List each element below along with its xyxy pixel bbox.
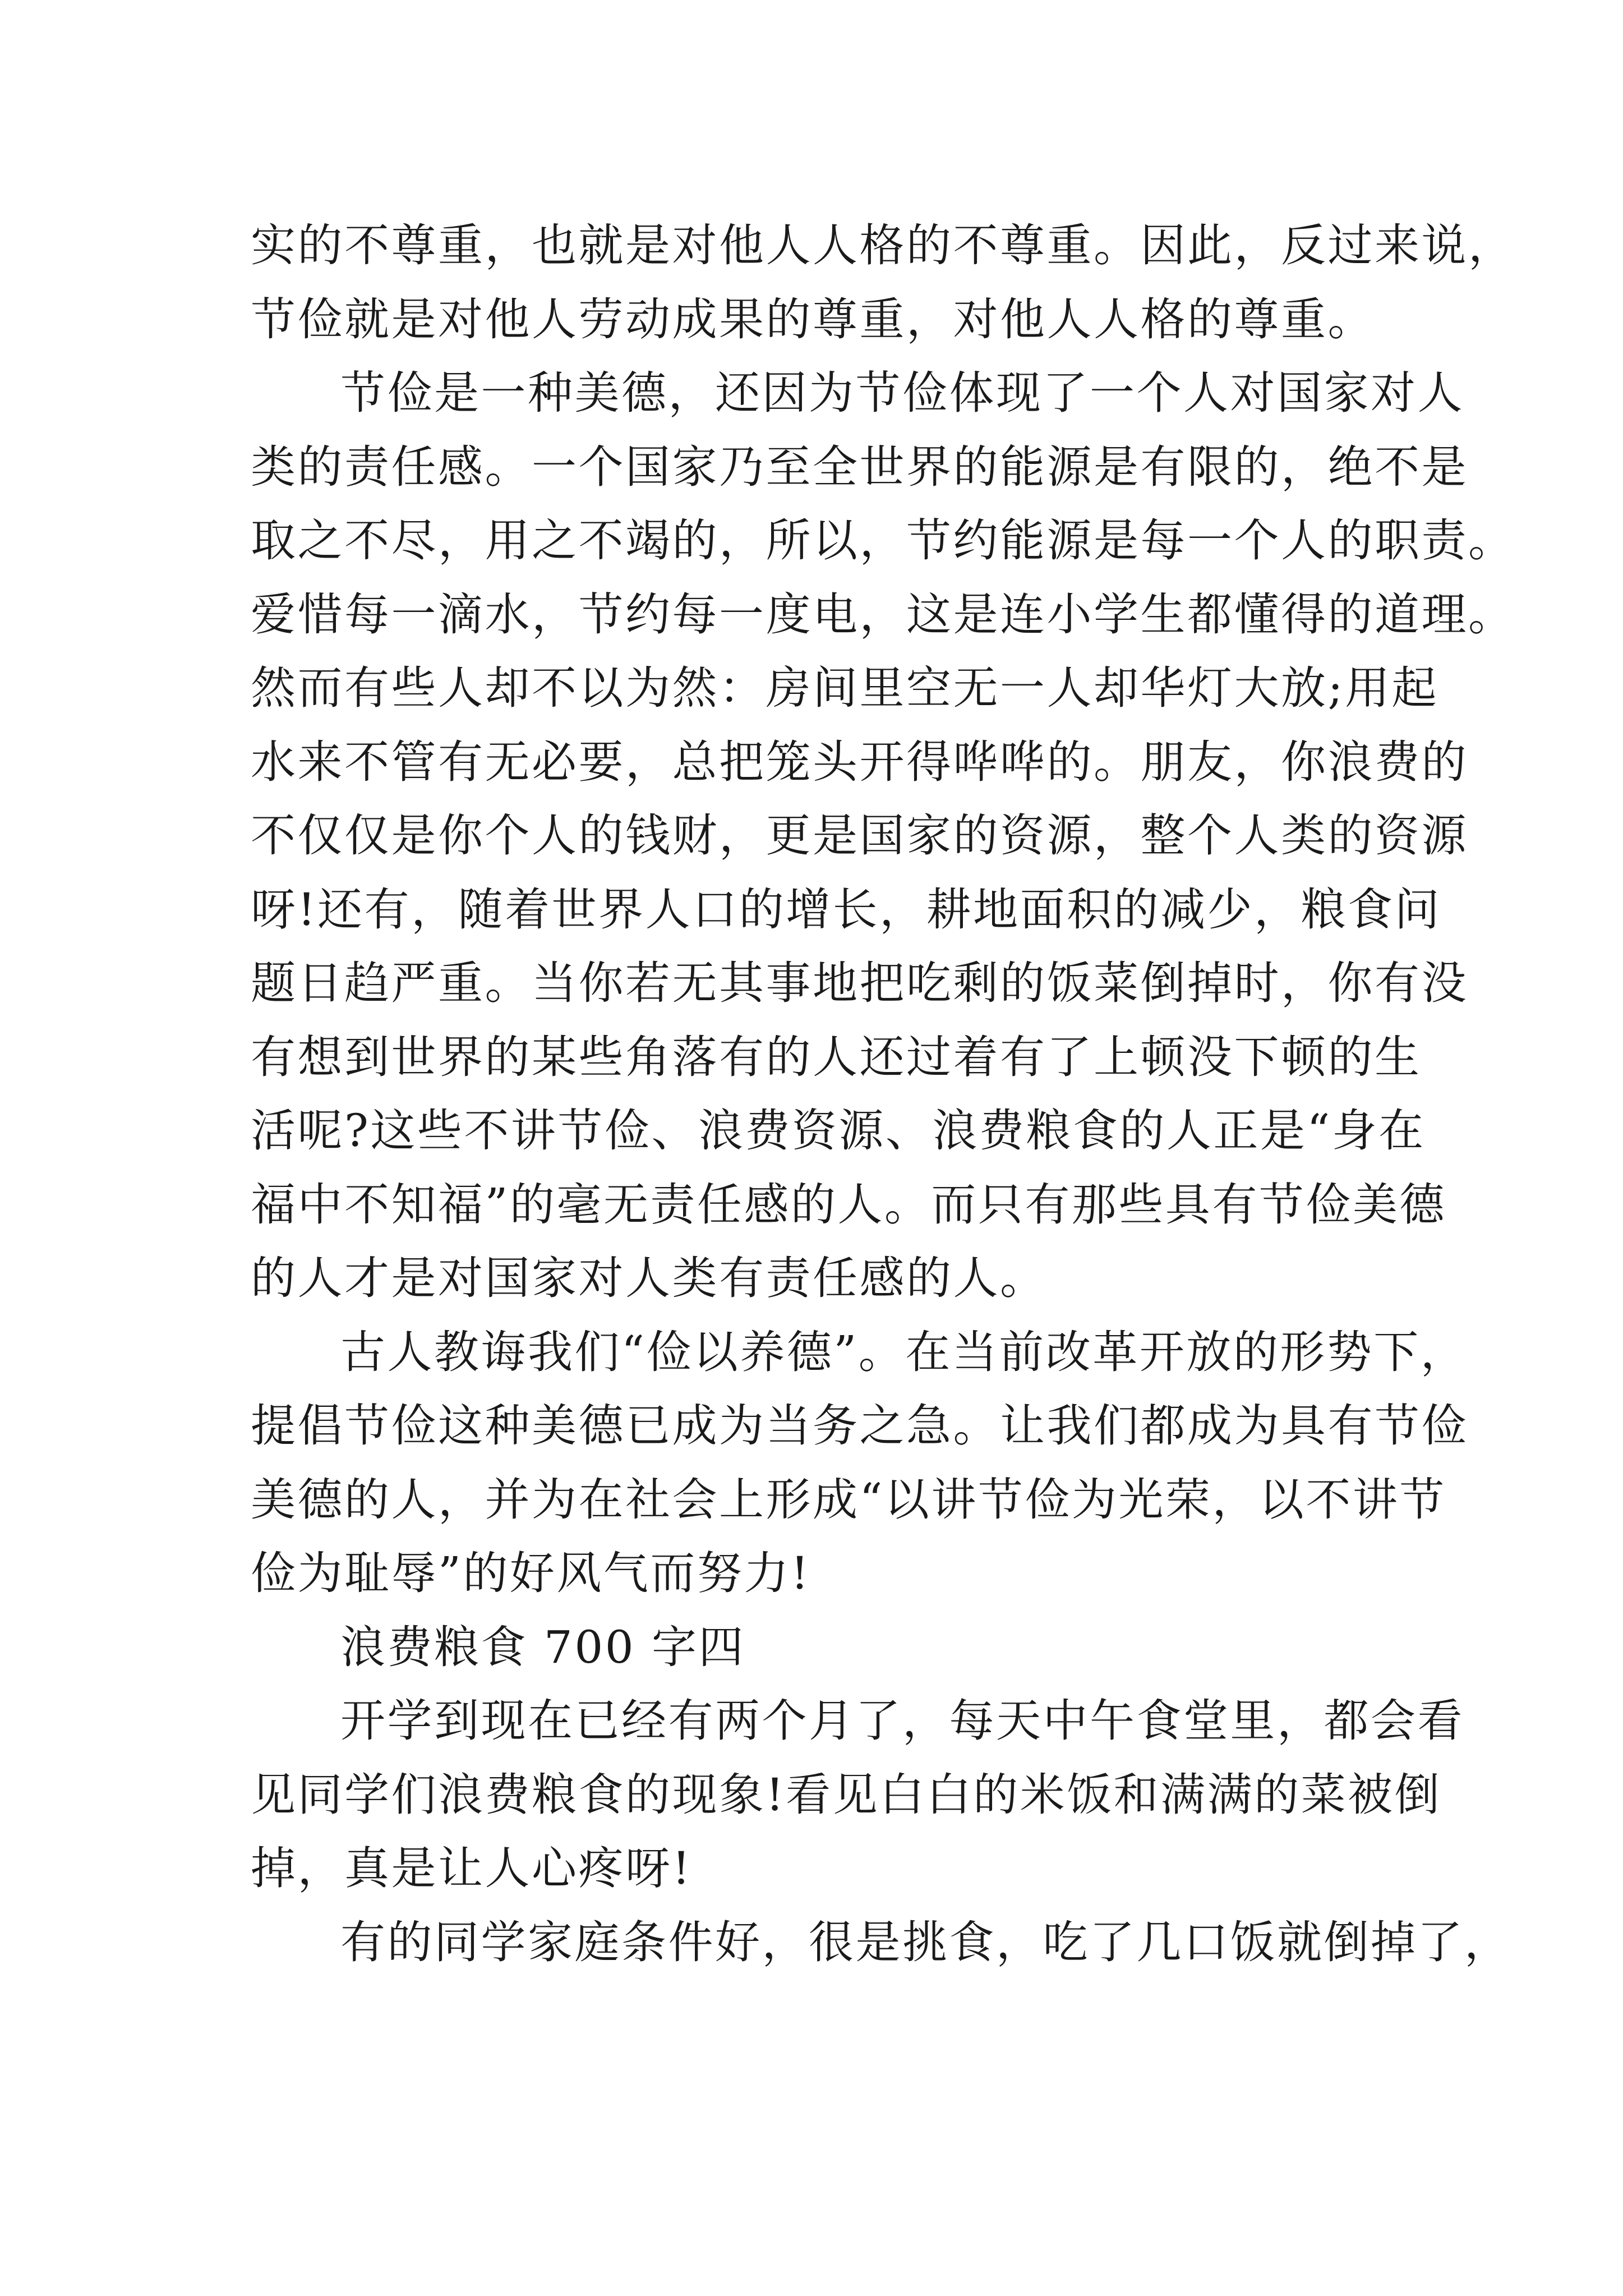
text-line: 然而有些人却不以为然：房间里空无一人却华灯大放;用起: [251, 662, 1438, 714]
text-line: 美德的人，并为在社会上形成“以讲节俭为光荣，以不讲节: [251, 1473, 1446, 1526]
text-line: 实的不尊重，也就是对他人人格的不尊重。因此，反过来说，: [251, 219, 1515, 272]
text-line: 的人才是对国家对人类有责任感的人。: [251, 1252, 1047, 1304]
text-line: 福中不知福”的毫无责任感的人。而只有那些具有节俭美德: [251, 1178, 1446, 1231]
text-line: 见同学们浪费粮食的现象!看见白白的米饭和满满的菜被倒: [251, 1768, 1442, 1821]
text-line: 节俭就是对他人劳动成果的尊重，对他人人格的尊重。: [251, 293, 1375, 346]
paragraph-start-line: 开学到现在已经有两个月了，每天中午食堂里，都会看: [340, 1695, 1464, 1747]
paragraph-start-line: 古人教诲我们“俭以养德”。在当前改革开放的形势下，: [340, 1326, 1468, 1378]
section-heading: 浪费粮食 700 字四: [340, 1621, 746, 1673]
text-line: 题日趋严重。当你若无其事地把吃剩的饭菜倒掉时，你有没: [251, 957, 1468, 1009]
paragraph-start-line: 有的同学家庭条件好，很是挑食，吃了几口饭就倒掉了，: [340, 1916, 1511, 1968]
text-line: 提倡节俭这种美德已成为当务之急。让我们都成为具有节俭: [251, 1400, 1468, 1452]
text-line: 掉，真是让人心疼呀!: [251, 1842, 693, 1894]
text-line: 呀!还有，随着世界人口的增长，耕地面积的减少，粮食问: [251, 883, 1442, 936]
paragraph-start-line: 节俭是一种美德，还因为节俭体现了一个人对国家对人: [340, 367, 1464, 419]
text-line: 不仅仅是你个人的钱财，更是国家的资源，整个人类的资源: [251, 809, 1468, 862]
text-line: 类的责任感。一个国家乃至全世界的能源是有限的，绝不是: [251, 440, 1468, 493]
text-line: 有想到世界的某些角落有的人还过着有了上顿没下顿的生: [251, 1030, 1422, 1083]
text-line: 爱惜每一滴水，节约每一度电，这是连小学生都懂得的道理。: [251, 588, 1515, 641]
body-text: [251, 209, 1515, 1979]
text-line: 水来不管有无必要，总把笼头开得哗哗的。朋友，你浪费的: [251, 735, 1468, 788]
text-line: 俭为耻辱”的好风气而努力!: [251, 1547, 811, 1599]
text-line: 取之不尽，用之不竭的，所以，节约能源是每一个人的职责。: [251, 514, 1515, 567]
text-line: 活呢?这些不讲节俭、浪费资源、浪费粮食的人正是“身在: [251, 1105, 1426, 1157]
